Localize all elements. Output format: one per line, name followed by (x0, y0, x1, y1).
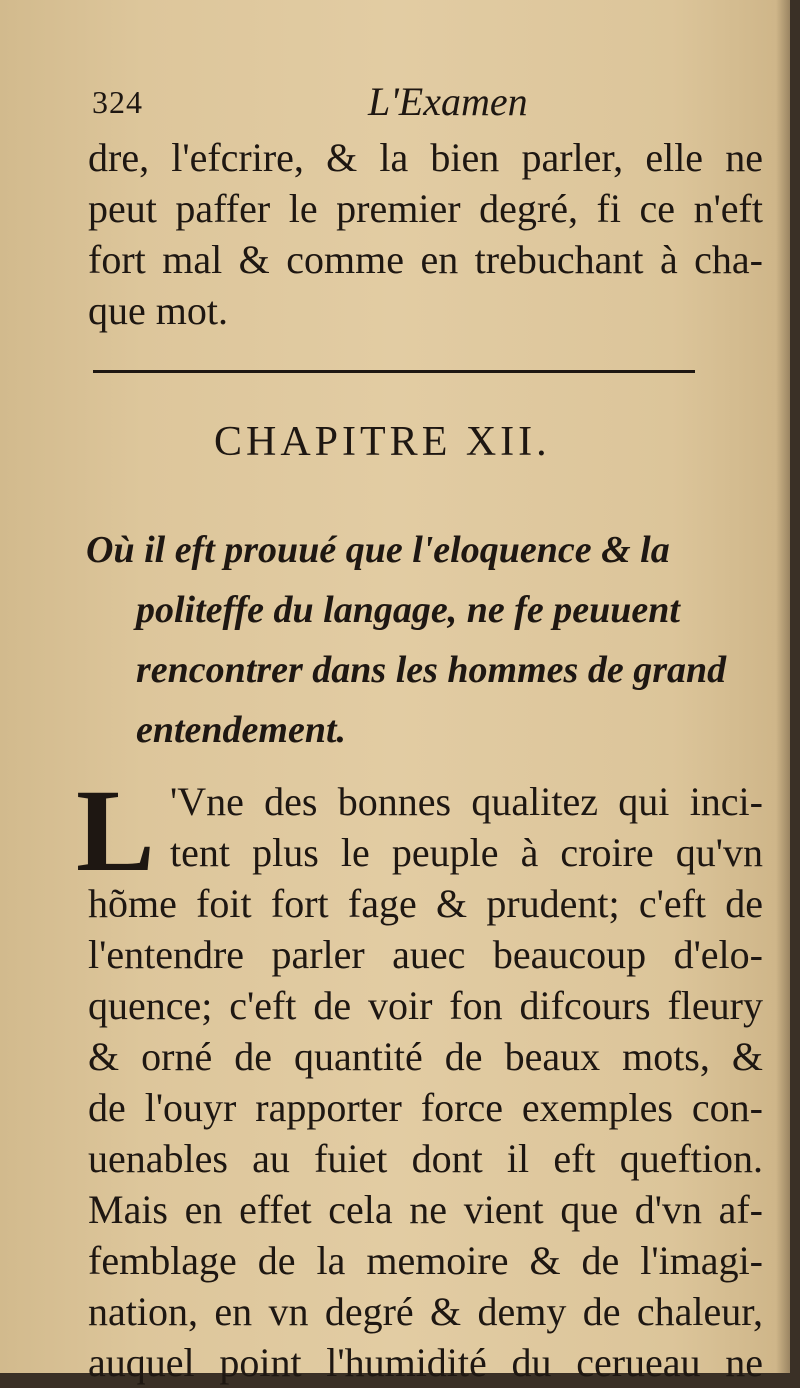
body-paragraph (88, 776, 763, 1388)
running-head: L'Examen (368, 79, 528, 124)
summary-line: rencontrer dans les hommes de grand (136, 649, 727, 691)
intro-line: dre, l'efcrire, & la bien parler, elle ne (88, 135, 763, 180)
body-line: l'entendre parler auec beaucoup d'elo- (88, 932, 763, 977)
intro-line: peut paffer le premier degré, fi ce n'eft (88, 186, 763, 231)
body-line: Mais en effet cela ne vient que d'vn af- (88, 1187, 763, 1232)
intro-line: fort mal & comme en trebuchant à cha- (88, 237, 763, 282)
body-line: hõme foit fort fage & prudent; c'eft de (88, 881, 763, 926)
body-line: de l'ouyr rapporter force exemples con- (88, 1085, 763, 1130)
page-number: 324 (92, 84, 143, 120)
body-line: quence; c'eft de voir fon difcours fleury (88, 983, 763, 1028)
body-line: & orné de quantité de beaux mots, & (88, 1034, 763, 1079)
summary-line: entendement. (136, 709, 347, 751)
page-edge-shadow (776, 0, 790, 1373)
body-line: nation, en vn degré & demy de chaleur, (88, 1289, 763, 1334)
page-header (92, 78, 752, 126)
body-line: auquel point l'humidité du cerueau ne (88, 1340, 763, 1385)
chapter-title: CHAPITRE XII. (214, 419, 551, 465)
chapter-summary (86, 520, 762, 760)
body-line: 'Vne des bonnes qualitez qui inci- (170, 779, 763, 824)
body-line: tent plus le peuple à croire qu'vn (170, 830, 763, 875)
intro-line: que mot. (88, 288, 228, 333)
section-divider (93, 370, 695, 373)
summary-line: politeffe du langage, ne fe peuuent (136, 589, 680, 631)
summary-line: Où il eft prouué que l'eloquence & la (86, 529, 670, 571)
intro-paragraph (88, 132, 763, 336)
body-line: femblage de la memoire & de l'imagi- (88, 1238, 763, 1283)
drop-cap-initial: L (76, 765, 155, 896)
body-line: uenables au fuiet dont il eft queftion. (88, 1136, 763, 1181)
